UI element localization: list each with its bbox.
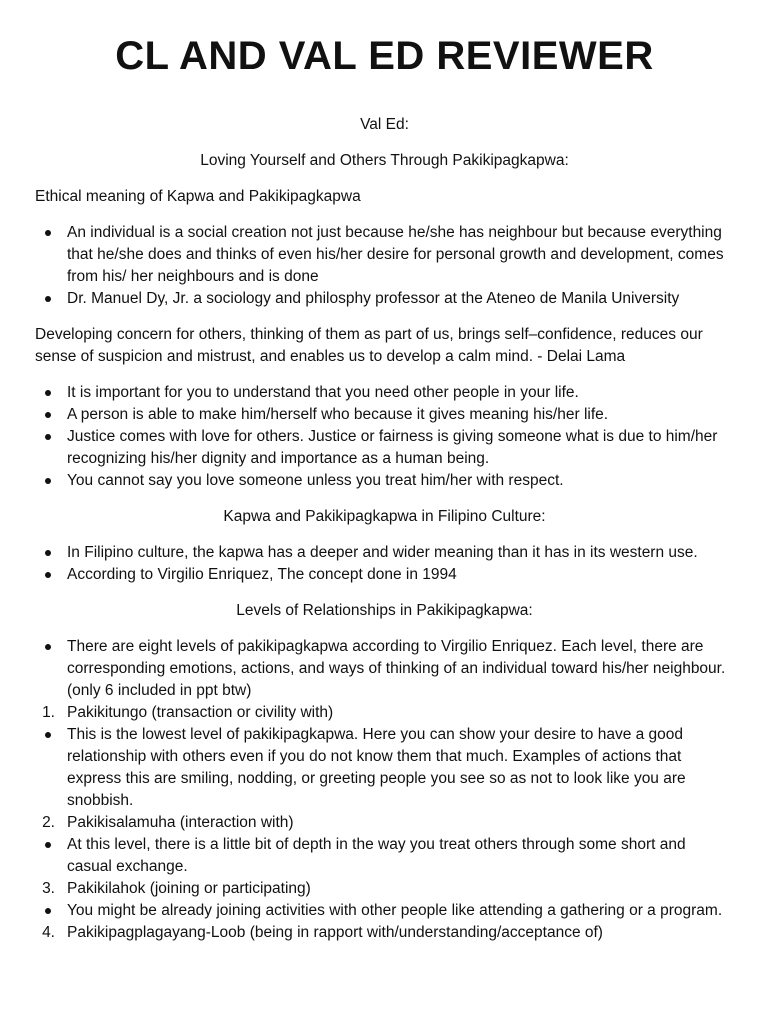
bullet-icon (45, 478, 51, 484)
list-item: In Filipino culture, the kapwa has a deeper and wider meaning than it has in its western use. (35, 542, 734, 564)
list-item: Justice comes with love for others. Justice or fairness is giving someone what is due to him/her recognizing his/her dignity and importance as a human being. (35, 426, 734, 470)
section-heading-levels: Levels of Relationships in Pakikipagkapwa: (236, 602, 533, 619)
bullet-icon (45, 296, 51, 302)
level-label: Pakikisalamuha (interaction with) (67, 814, 294, 831)
list-item: There are eight levels of pakikipagkapwa according to Virgilio Enriquez. Each level, there are corresponding emotions, actions, and ways of thinking of an individual toward his/her neighbour. (only 6 included in ppt btw) (35, 636, 734, 702)
list-item: An individual is a social creation not just because he/she has neighbour but because everything that he/she does and thinks of even his/her desire for personal growth and development, comes from his/ her neighbours and is done (35, 222, 734, 288)
section-heading-filipino-culture: Kapwa and Pakikipagkapwa in Filipino Culture: (223, 508, 546, 525)
level-item (35, 702, 734, 724)
bullet-icon (45, 644, 51, 650)
bullet-icon (45, 434, 51, 440)
spacer (35, 76, 734, 114)
bullet-icon (45, 550, 51, 556)
list-item (35, 834, 734, 878)
level-label: Pakikitungo (transaction or civility with) (67, 704, 334, 721)
list-item: According to Virgilio Enriquez, The concept done in 1994 (35, 564, 734, 586)
level-label: Pakikilahok (joining or participating) (67, 880, 311, 897)
level-number: 1. (42, 704, 55, 721)
bullet-icon (45, 390, 51, 396)
list-item (35, 724, 734, 812)
ethical-list (35, 222, 734, 310)
list-item: A person is able to make him/herself who because it gives meaning his/her life. (35, 404, 734, 426)
levels-list (35, 636, 734, 944)
dalai-lama-quote: Developing concern for others, thinking of them as part of us, brings self–confidence, reduces our sense of suspicion and mistrust, and enables us to develop a calm mind. - Delai Lama (35, 326, 703, 365)
level-description: This is the lowest level of pakikipagkapwa. Here you can show your desire to have a good relationship with others even if you do not know them that much. Examples of actions that express this are smiling, nodding, or greeting people you see so as not to look like you are snobbish. (67, 726, 686, 809)
document-title: CL AND VAL ED REVIEWER (115, 34, 654, 78)
list-item (35, 900, 734, 922)
ethical-heading: Ethical meaning of Kapwa and Pakikipagkapwa (35, 188, 361, 205)
culture-list (35, 542, 734, 586)
level-item (35, 878, 734, 900)
level-description: You might be already joining activities with other people like attending a gathering or a program. (67, 902, 723, 919)
subject-heading: Val Ed: (360, 116, 409, 133)
list-item: Dr. Manuel Dy, Jr. a sociology and philosphy professor at the Ateneo de Manila University (35, 288, 734, 310)
bullet-icon (45, 842, 51, 848)
bullet-icon (45, 230, 51, 236)
section-heading-loving: Loving Yourself and Others Through Pakikipagkapwa: (200, 152, 569, 169)
list-item: You cannot say you love someone unless you treat him/her with respect. (35, 470, 734, 492)
bullet-icon (45, 412, 51, 418)
bullet-icon (45, 908, 51, 914)
bullet-icon (45, 732, 51, 738)
level-number: 4. (42, 924, 55, 941)
level-label: Pakikipagplagayang-Loob (being in rapport with/understanding/acceptance of) (67, 924, 603, 941)
level-number: 2. (42, 814, 55, 831)
bullet-icon (45, 572, 51, 578)
level-number: 3. (42, 880, 55, 897)
importance-list (35, 382, 734, 492)
level-item (35, 922, 734, 944)
level-item (35, 812, 734, 834)
list-item: It is important for you to understand that you need other people in your life. (35, 382, 734, 404)
level-description: At this level, there is a little bit of depth in the way you treat others through some short and casual exchange. (67, 836, 686, 875)
